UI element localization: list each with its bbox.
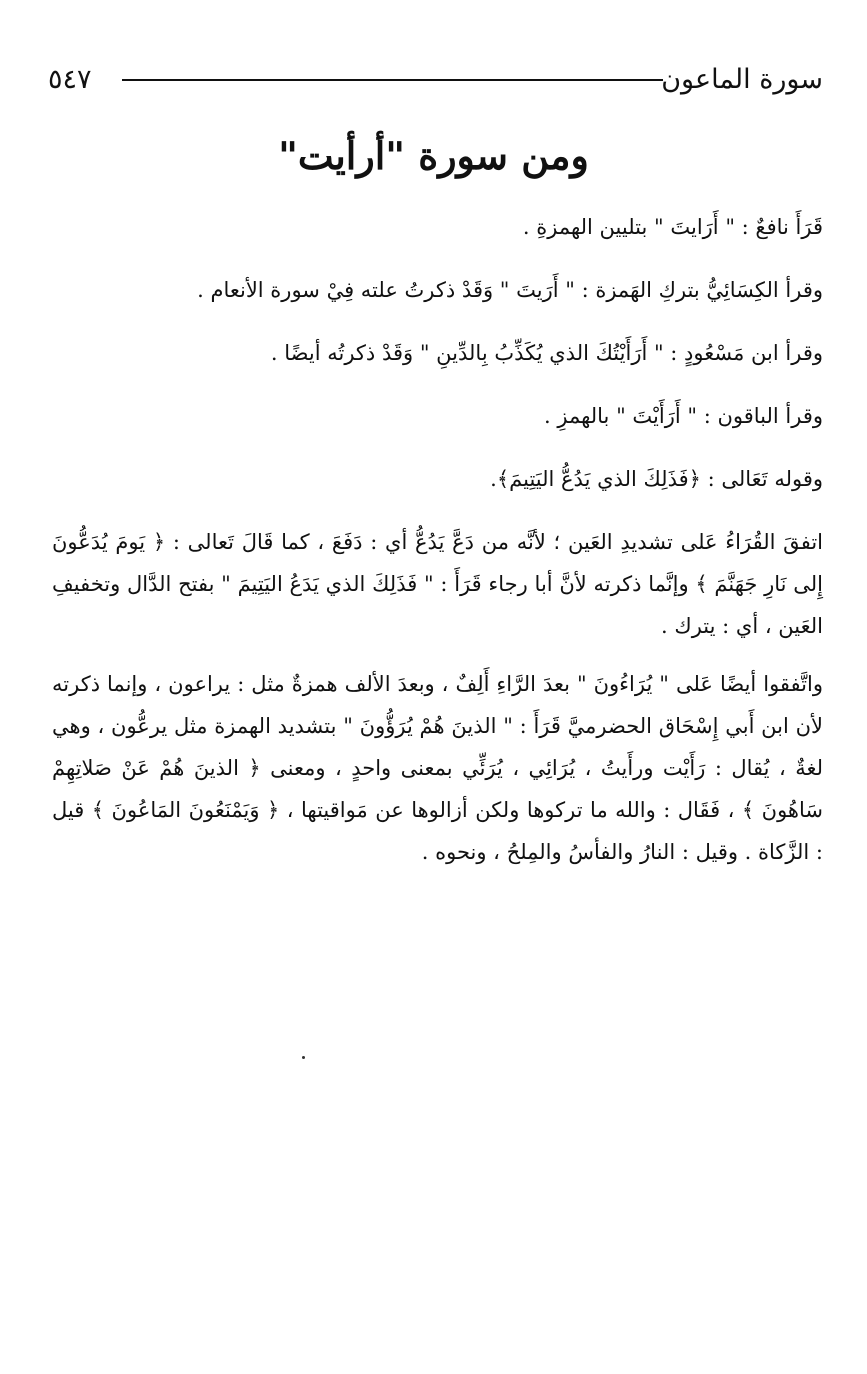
page-header [48,58,823,102]
verse-quote: وقوله تَعَالى : ﴿فَذَلِكَ الذي يَدُعُّ اليَتِيمَ﴾. [490,467,823,491]
header-rule [122,79,663,81]
running-title: سورة الماعون [661,64,823,95]
stray-mark [302,1056,305,1059]
reading-ibn-masud: وقرأ ابن مَسْعُودٍ : " أَرَأَيْتُكَ الذي يُكَذِّبُ بِالدِّينِ " وَقَدْ ذكرتُه أيضًا . [270,341,823,365]
reading-others: وقرأ الباقون : " أَرَأَيْتَ " بالهمزِ . [544,404,823,428]
body-text [52,206,823,889]
reading-kisai: وقرأ الكِسَائِيُّ بتركِ الهَمزة : " أَرَيتَ " وَقَدْ ذكرتُ علته فِيْ سورة الأنعام . [197,278,823,302]
page-number: ٥٤٧ [48,64,92,95]
reading-nafi: قَرَأَ نافعٌ : " أَرَايتَ " بتليين الهمزةِ . [522,215,823,239]
chapter-title: ومن سورة "أرأيت" [278,133,589,178]
commentary-paragraph: اتفقَ القُرَاءُ عَلى تشديدِ العَين ؛ لأنَّه من دَعَّ يَدُعُّ أي : دَفَعَ ، كما قَالَ تَعالى : ﴿ يَومَ يُدَعُّونَ إِلى نَارِ جَهَنَّمَ ﴾ وإنَّما ذكرته لأنَّ أبا رجاء قَرَأَ : " فَذَلِكَ الذي يَدَعُ اليَتِيمَ " بفتح الدَّال وتخفيفِ العَين ، أي : يترك . [52,530,823,638]
commentary-paragraph: واتَّفقوا أيضًا عَلى " يُرَاءُونَ " بعدَ الرَّاءِ أَلِفٌ ، وبعدَ الألف همزةٌ مثل : يراعون ، وإنما ذكرته لأن ابن أَبي إِسْحَاق الحضرميَّ قَرَأَ : " الذينَ هُمْ يُرَؤُّونَ " بتشديد الهمزة مثل يرعُّون ، وهي لغةٌ ، يُقال : رَأَيْت ورأَيتُ ، يُرَائِي ، يُرَئِّي بمعنى واحدٍ ، ومعنى ﴿ الذينَ هُمْ عَنْ صَلاتِهِمْ سَاهُونَ ﴾ ، فَقَال : والله ما تركوها ولكن أزالوها عن مَواقيتها ، ﴿ وَيَمْنَعُونَ المَاعُونَ ﴾ قيل : الزَّكاة . وقيل : النارُ والفأسُ والمِلحُ ، ونحوه . [52,672,823,864]
